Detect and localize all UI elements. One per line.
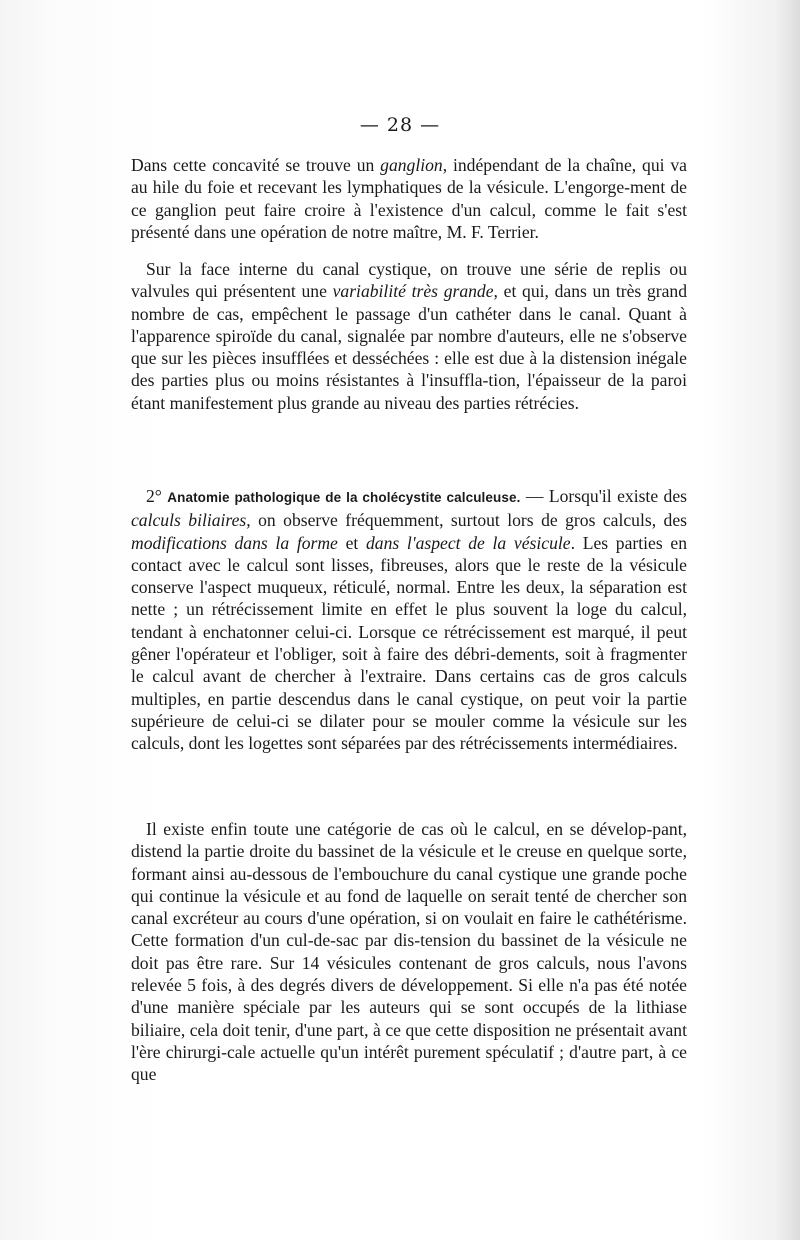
section-number: 2° [146, 486, 168, 506]
italic-term: modifications dans la forme [131, 532, 338, 553]
italic-term: dans l'aspect de la vésicule [365, 532, 571, 553]
italic-term: ganglion [380, 155, 443, 175]
paragraph-canal-cystique [131, 258, 687, 414]
paragraph-text: Sur la face interne du canal cystique, on trouve une série de replis ou valvules qui présentent une [131, 259, 687, 302]
paragraph-text: , et qui, dans un très grand nombre de cas, empêchent le passage d'un cathéter dans le canal. Quant à l'apparence spiroïde du canal, signalée par nombre d'auteurs, elle ne s'observe que sur les pièces insufflées et desséchées : elle est due à la distension inégale des parties plus ou moins résistantes à l'insuffla-tion, l'épaisseur de la paroi étant manifestement plus grande au niveau des parties rétrécies. [131, 281, 688, 413]
section-heading: Anatomie pathologique de la cholécystite calculeuse. [167, 490, 521, 505]
paragraph-text: . Les parties en contact avec le calcul sont lisses, fibreuses, alors que le reste de la vésicule conserve l'aspect muqueux, réticulé, normal. Entre les deux, la séparation est nette ; un rétrécissement limite en effet le plus souvent la loge du calcul, tendant à enchatonner celui-ci. Lorsque ce rétrécissement est marqué, il peut gêner l'opérateur et l'obliger, soit à faire des débri-dements, soit à fragmenter le calcul avant de chercher à l'extraire. Dans certains cas de gros calculs multiples, en partie descendus dans le canal cystique, on peut voir la partie supérieure de celui-ci se dilater pour se mouler comme la vésicule sur les calculs, dont les logettes sont séparées par des rétrécissements intermédiaires. [131, 532, 688, 754]
paragraph-ganglion [131, 154, 687, 243]
paragraph-text: , indépendant de la chaîne, qui va au hile du foie et recevant les lymphatiques de la vésicule. L'engorge-ment de ce ganglion peut faire croire à l'existence d'un calcul, comme le fait s'est présenté dans une opération de notre maître, M. F. Terrier. [131, 155, 687, 242]
italic-term: calculs biliaires [131, 510, 247, 531]
paragraph-text: Il existe enfin toute une catégorie de cas où le calcul, en se dévelop-pant, distend la partie droite du bassinet de la vésicule et le creuse en quelque sorte, formant ainsi au-dessous de l'embouchure du canal cystique une grande poche qui continue la vésicule et au fond de laquelle on serait tenté de chercher son canal excréteur au cours d'une opération, si on voulait en faire le cathétérisme. Cette formation d'un cul-de-sac par dis-tension du bassinet de la vésicule ne doit pas être rare. Sur 14 vésicules contenant de gros calculs, nous l'avons relevée 5 fois, à des degrés divers de développement. Si elle n'a pas été notée d'une manière spéciale par les auteurs qui se sont occupés de la lithiase biliaire, cela doit tenir, d'une part, à ce que cette disposition ne présentait avant l'ère chirurgi-cale actuelle qu'un intérêt purement spéculatif ; d'autre part, à ce que [131, 819, 687, 1085]
italic-term: variabilité très grande [332, 281, 494, 302]
paragraph-cul-de-sac [131, 818, 687, 1086]
paragraph-text: , on observe fréquemment, surtout lors de gros calculs, des [246, 510, 687, 531]
paragraph-text: — Lorsqu'il existe des [520, 486, 688, 506]
paragraph-anatomie-pathologique [131, 485, 687, 755]
paragraph-text: et [337, 532, 366, 553]
paragraph-text: Dans cette concavité se trouve un [131, 155, 381, 175]
page-number: — 28 — [359, 114, 441, 136]
